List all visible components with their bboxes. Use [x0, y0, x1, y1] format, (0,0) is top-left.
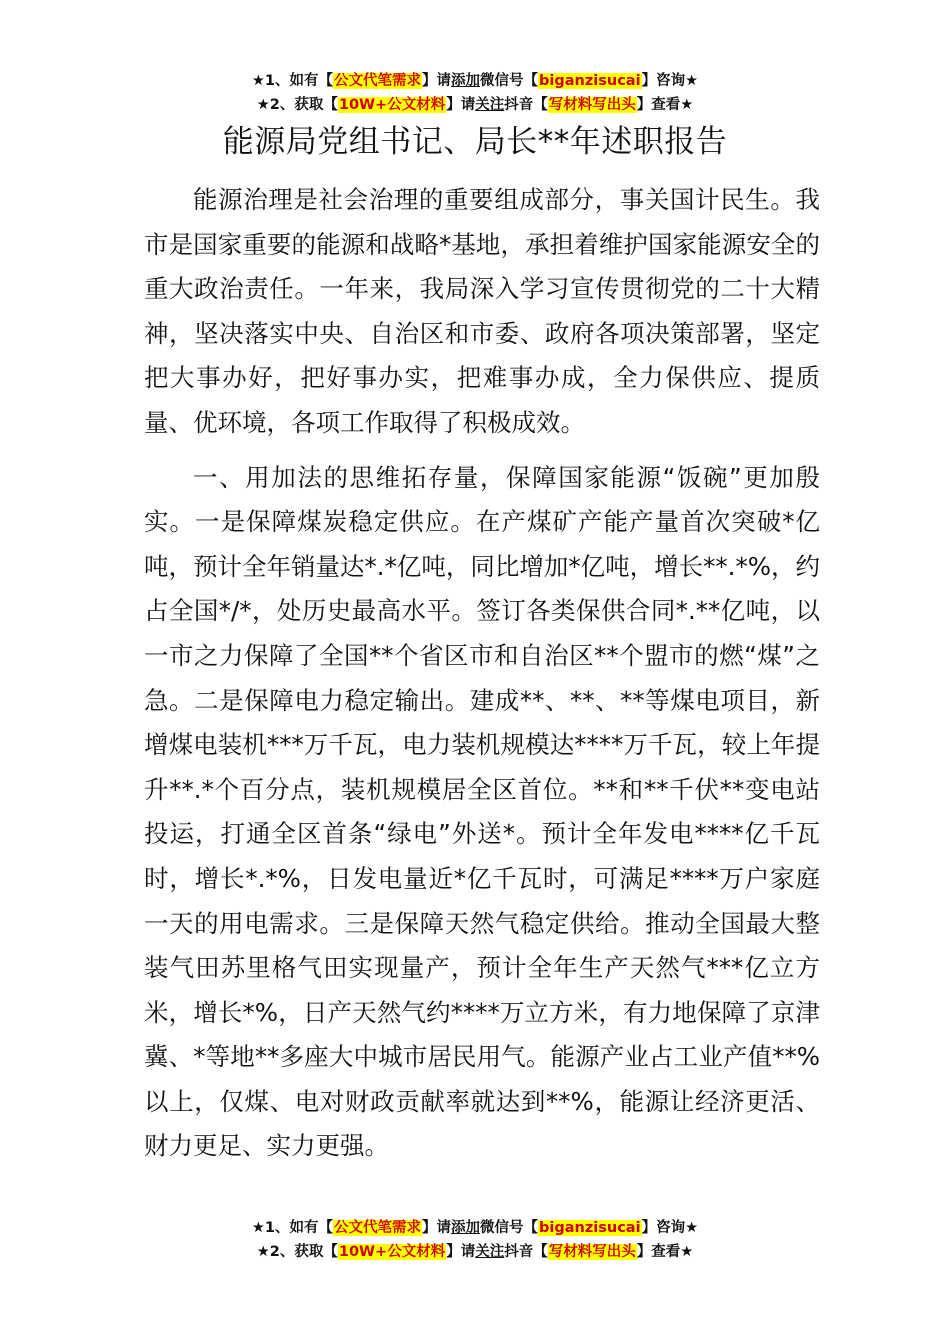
- banner-highlight: 公文代笔需求: [334, 73, 422, 89]
- document-title: 能源局党组书记、局长**年述职报告: [222, 124, 728, 160]
- banner-highlight: 写材料写出头: [548, 1244, 636, 1260]
- banner-highlight: 公文代笔需求: [334, 1220, 422, 1236]
- banner-emphasis: 关注: [475, 97, 505, 113]
- banner-highlight: biganzisucai: [539, 73, 641, 89]
- banner-highlight: 写材料写出头: [548, 97, 636, 113]
- paragraph-section-1: 一、用加法的思维拓存量，保障国家能源“饭碗”更加殷实。一是保障煤炭稳定供应。在产煤矿产能产量首次突破*亿吨，预计全年销量达*.*亿吨，同比增加*亿吨，增长**.*%，约占全国*/*，处历史最高水平。签订各类保供合同*.**亿吨，以一市之力保障了全国**个省区市和自治区**个盟市的燃“煤”之急。二是保障电力稳定输出。建成**、**、**等煤电项目，新增煤电装机***万千瓦，电力装机规模达****万千瓦，较上年提升**.*个百分点，装机规模居全区首位。**和**千伏**变电站投运，打通全区首条“绿电”外送*。预计全年发电****亿千瓦时，增长*.*%，日发电量近*亿千瓦时，可满足****万户家庭一天的用电需求。三是保障天然气稳定供给。推动全国最大整装气田苏里格气田实现量产，预计全年生产天然气***亿立方米，增长*%，日产天然气约****万立方米，有力地保障了京津冀、*等地**多座大中城市居民用气。能源产业占工业产值**%以上，仅煤、电对财政贡献率就达到**%，能源让经济更活、财力更足、实力更强。: [144, 462, 820, 1161]
- banner-text: ★1、如有【: [251, 73, 334, 89]
- banner-text: ★1、如有【: [251, 1220, 334, 1236]
- banner-text: 抖音【: [504, 97, 548, 113]
- banner-text: 】咨询★: [641, 73, 699, 89]
- banner-emphasis: 添加: [451, 73, 481, 89]
- banner-text: 】咨询★: [641, 1220, 699, 1236]
- banner-text: ★2、获取【: [256, 1244, 338, 1260]
- banner-text: 】请: [422, 73, 452, 89]
- banner-highlight: 10W+公文材料: [338, 1244, 446, 1260]
- document-body: [144, 178, 820, 1169]
- banner-highlight: 10W+公文材料: [338, 97, 446, 113]
- banner-text: 】请: [422, 1220, 452, 1236]
- top-banner: [0, 69, 950, 117]
- banner-highlight: biganzisucai: [539, 1220, 641, 1236]
- bottom-banner: [0, 1216, 950, 1264]
- banner-text: 】查看★: [636, 97, 694, 113]
- banner-text: 】查看★: [636, 1244, 694, 1260]
- banner-text: ★2、获取【: [256, 97, 338, 113]
- banner-text: 】请: [446, 1244, 476, 1260]
- paragraph-intro: 能源治理是社会治理的重要组成部分，事关国计民生。我市是国家重要的能源和战略*基地，承担着维护国家能源安全的重大政治责任。一年来，我局深入学习宣传贯彻党的二十大精神，坚决落实中央、自治区和市委、政府各项决策部署，坚定把大事办好，把好事办实，把难事办成，全力保供应、提质量、优环境，各项工作取得了积极成效。: [144, 185, 820, 437]
- banner-line-2: [0, 93, 950, 117]
- banner-text: 微信号【: [480, 1220, 539, 1236]
- banner-line-2: [0, 1240, 950, 1264]
- banner-emphasis: 添加: [451, 1220, 481, 1236]
- banner-line-1: [0, 1216, 950, 1240]
- banner-line-1: [0, 69, 950, 93]
- banner-emphasis: 关注: [475, 1244, 505, 1260]
- banner-text: 微信号【: [480, 73, 539, 89]
- banner-text: 抖音【: [504, 1244, 548, 1260]
- banner-text: 】请: [446, 97, 476, 113]
